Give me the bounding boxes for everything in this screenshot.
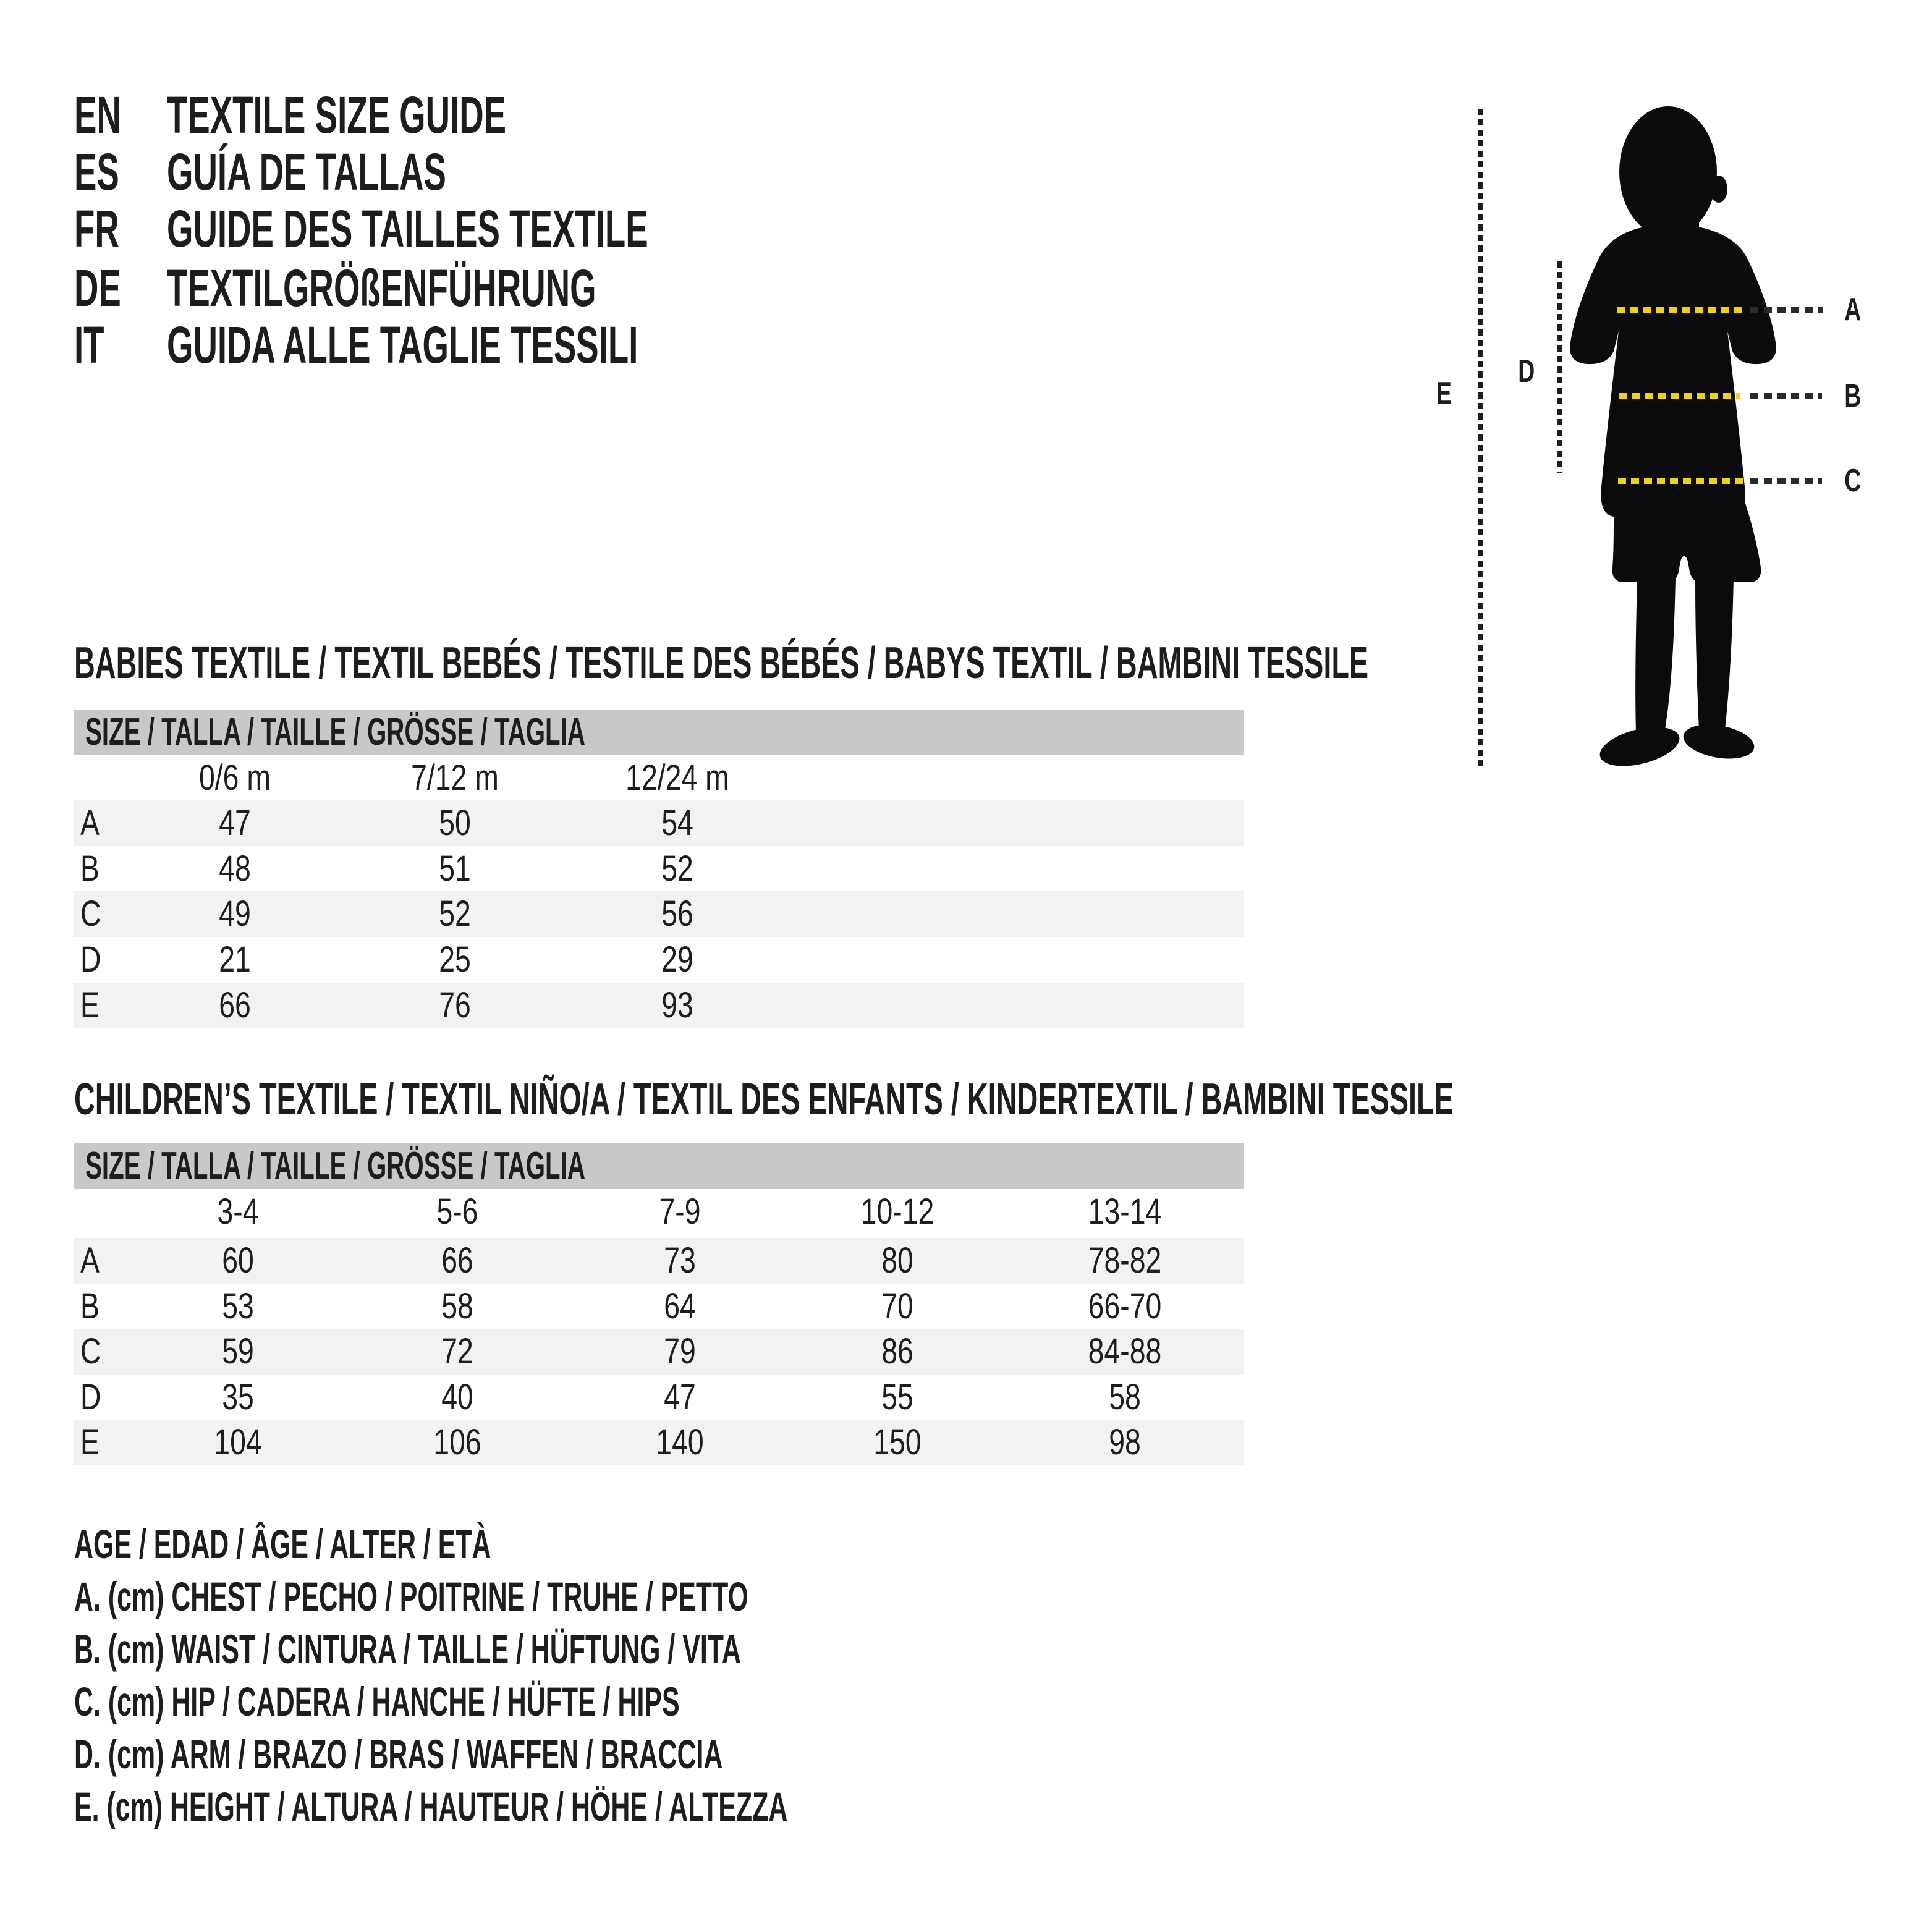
table-cell: 55 [881, 1376, 913, 1417]
table-cell: 106 [433, 1422, 481, 1463]
table-cell: 59 [222, 1331, 254, 1372]
row-label: C [80, 1331, 101, 1372]
table-cell: 64 [664, 1286, 696, 1326]
legend-chest-line: A. (cm) CHEST / PECHO / POITRINE / TRUHE / PETTO [74, 1574, 748, 1619]
table-row [74, 1329, 1244, 1375]
row-label: E [80, 1422, 100, 1463]
table-cell: 66 [441, 1240, 473, 1281]
language-code: ES [74, 143, 119, 201]
language-code: FR [74, 200, 119, 258]
language-guide-title: TEXTILE SIZE GUIDE [167, 86, 507, 144]
legend-height-line: E. (cm) HEIGHT / ALTURA / HAUTEUR / HÖHE / ALTEZZA [74, 1784, 788, 1829]
table-row [74, 1284, 1244, 1329]
babies-section-title: BABIES TEXTILE / TEXTIL BEBÉS / TESTILE DES BÉBÉS / BABYS TEXTIL / BAMBINI TESSILE [74, 638, 1369, 688]
table-cell: 73 [664, 1240, 696, 1281]
figure-label-hip: C [1844, 463, 1862, 499]
table-row [74, 983, 1244, 1028]
table-cell: 25 [439, 939, 471, 980]
table-cell: 79 [664, 1331, 696, 1372]
size-header-label: SIZE / TALLA / TAILLE / GRÖSSE / TAGLIA [85, 1145, 585, 1187]
table-cell: 29 [661, 939, 693, 980]
table-cell: 80 [881, 1240, 913, 1281]
language-code: DE [74, 259, 121, 317]
column-header: 7-9 [659, 1192, 701, 1232]
table-cell: 72 [441, 1331, 473, 1372]
language-guide-title: GUÍA DE TALLAS [167, 143, 446, 201]
waist-measure-line-dark [1750, 393, 1822, 399]
column-header: 5-6 [436, 1192, 478, 1232]
language-guide-title: TEXTILGRÖßENFÜHRUNG [167, 259, 596, 317]
table-cell: 98 [1109, 1422, 1141, 1463]
table-cell: 66 [219, 985, 251, 1025]
waist-measure-line-yellow [1619, 393, 1740, 399]
table-cell: 58 [1109, 1376, 1141, 1417]
table-cell: 47 [219, 803, 251, 844]
size-header-label: SIZE / TALLA / TAILLE / GRÖSSE / TAGLIA [85, 711, 585, 753]
table-row [74, 846, 1244, 892]
table-cell: 52 [439, 894, 471, 934]
table-cell: 51 [439, 848, 471, 889]
row-label: D [80, 1376, 101, 1417]
table-cell: 48 [219, 848, 251, 889]
table-row [74, 937, 1244, 983]
column-header: 12/24 m [625, 758, 729, 798]
table-cell: 35 [222, 1376, 254, 1417]
hip-measure-line-dark [1750, 478, 1822, 484]
size-header-bar [74, 710, 1244, 755]
column-header: 3-4 [217, 1192, 259, 1232]
column-header: 10-12 [860, 1192, 934, 1232]
table-cell: 84-88 [1088, 1331, 1162, 1372]
legend-hip-line: C. (cm) HIP / CADERA / HANCHE / HÜFTE / HIPS [74, 1679, 680, 1724]
row-label: B [80, 1286, 100, 1326]
table-cell: 49 [219, 894, 251, 934]
table-cell: 52 [661, 848, 693, 889]
table-cell: 78-82 [1088, 1240, 1162, 1281]
table-row [74, 891, 1244, 937]
row-label: C [80, 894, 101, 934]
children-section-title: CHILDREN’S TEXTILE / TEXTIL NIÑO/A / TEXTIL DES ENFANTS / KINDERTEXTIL / BAMBINI TESSILE [74, 1075, 1454, 1124]
figure-label-height: E [1436, 376, 1452, 412]
table-cell: 54 [661, 803, 693, 844]
row-label: A [80, 803, 100, 844]
language-code: EN [74, 86, 121, 144]
figure-label-waist: B [1844, 378, 1862, 414]
table-cell: 56 [661, 894, 693, 934]
column-header: 0/6 m [198, 758, 271, 798]
column-header: 7/12 m [411, 758, 499, 798]
table-cell: 93 [661, 985, 693, 1025]
table-row [74, 1420, 1244, 1465]
language-code: IT [74, 316, 104, 374]
chest-measure-line-dark [1750, 307, 1823, 313]
size-header-bar [74, 1143, 1244, 1189]
table-cell: 60 [222, 1240, 254, 1281]
legend-age-line: AGE / EDAD / ÂGE / ALTER / ETÀ [74, 1521, 491, 1567]
children-size-table [74, 1143, 1244, 1466]
row-label: D [80, 939, 101, 980]
figure-label-chest: A [1844, 292, 1862, 328]
table-cell: 150 [873, 1422, 922, 1463]
table-cell: 47 [664, 1376, 696, 1417]
language-guide-title: GUIDA ALLE TAGLIE TESSILI [167, 316, 638, 374]
table-cell: 86 [881, 1331, 913, 1372]
table-cell: 140 [656, 1422, 704, 1463]
row-label: B [80, 848, 100, 889]
column-header-row [74, 1189, 1244, 1235]
table-cell: 70 [881, 1286, 913, 1326]
row-label: A [80, 1240, 100, 1281]
table-cell: 40 [441, 1376, 473, 1417]
table-cell: 58 [441, 1286, 473, 1326]
language-guide-title: GUIDE DES TAILLES TEXTILE [167, 200, 648, 258]
table-cell: 50 [439, 803, 471, 844]
legend-arm-line: D. (cm) ARM / BRAZO / BRAS / WAFFEN / BRACCIA [74, 1731, 723, 1777]
chest-measure-line-yellow [1617, 307, 1743, 313]
hip-measure-line-yellow [1618, 478, 1744, 484]
table-row [74, 1375, 1244, 1420]
table-row [74, 1238, 1244, 1284]
table-cell: 21 [219, 939, 251, 980]
table-cell: 104 [214, 1422, 262, 1463]
figure-label-arm: D [1518, 354, 1535, 389]
table-cell: 76 [439, 985, 471, 1025]
table-cell: 53 [222, 1286, 254, 1326]
arm-measure-line [1557, 261, 1562, 473]
legend-waist-line: B. (cm) WAIST / CINTURA / TAILLE / HÜFTUNG / VITA [74, 1626, 741, 1672]
table-row [74, 800, 1244, 846]
babies-size-table [74, 710, 1244, 1028]
table-cell: 66-70 [1088, 1286, 1162, 1326]
column-header: 13-14 [1088, 1192, 1162, 1232]
column-header-row [74, 755, 1244, 801]
row-label: E [80, 985, 100, 1025]
